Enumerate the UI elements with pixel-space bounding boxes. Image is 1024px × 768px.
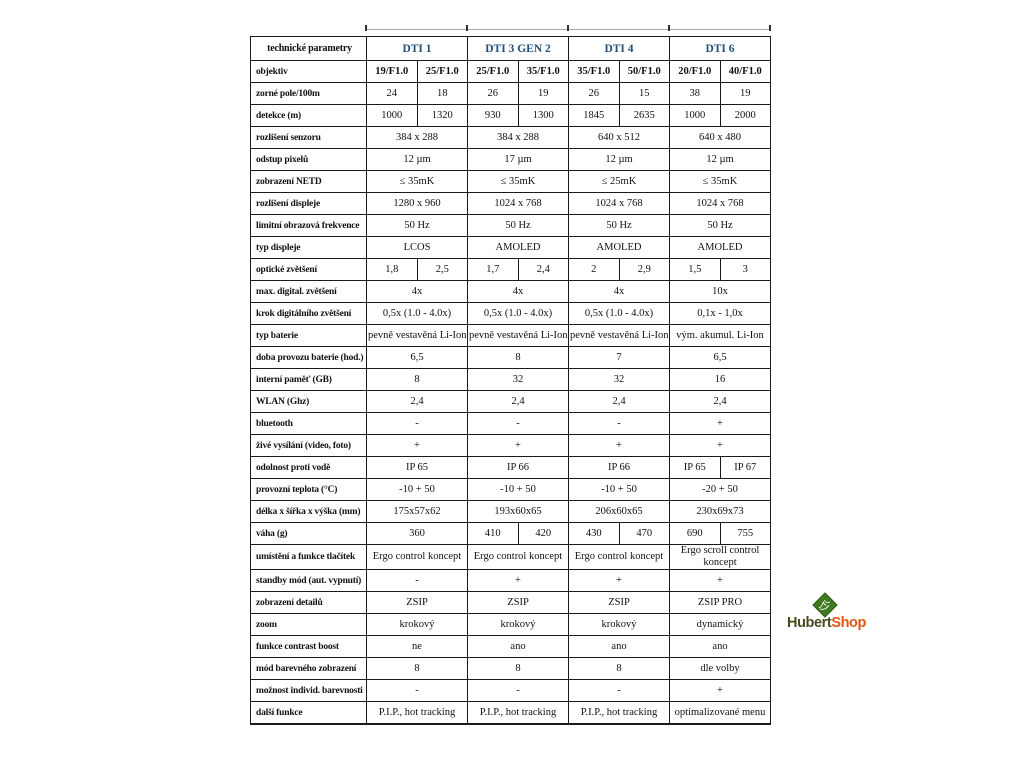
value-cell: 1,7 <box>468 259 519 281</box>
table-row <box>251 83 771 105</box>
value-cell: 1000 <box>670 105 721 127</box>
row-label: bluetooth <box>251 413 367 435</box>
value-cell: 1024 x 768 <box>569 193 670 215</box>
table-row <box>251 570 771 592</box>
value-cell: IP 66 <box>468 457 569 479</box>
value-cell: + <box>670 435 771 457</box>
table-row <box>251 501 771 523</box>
value-cell: 16 <box>670 369 771 391</box>
value-cell: 1280 x 960 <box>367 193 468 215</box>
value-cell: 38 <box>670 83 721 105</box>
value-cell: 17 µm <box>468 149 569 171</box>
value-cell: 4x <box>468 281 569 303</box>
hubertshop-logo <box>787 591 871 635</box>
row-label: krok digitálního zvětšení <box>251 303 367 325</box>
value-cell: IP 67 <box>720 457 771 479</box>
value-cell: - <box>367 413 468 435</box>
device-header: DTI 1 <box>367 37 468 61</box>
value-cell: 19 <box>518 83 569 105</box>
value-cell: 12 µm <box>569 149 670 171</box>
column-tick <box>668 25 670 31</box>
row-label: zoom <box>251 614 367 636</box>
row-label: max. digital. zvětšení <box>251 281 367 303</box>
table-row <box>251 614 771 636</box>
row-label: provozní teplota (°C) <box>251 479 367 501</box>
row-label: váha (g) <box>251 523 367 545</box>
value-cell: 1024 x 768 <box>670 193 771 215</box>
value-cell: ≤ 25mK <box>569 171 670 193</box>
value-cell: dynamický <box>670 614 771 636</box>
table-row <box>251 61 771 83</box>
value-cell: Ergo control koncept <box>367 545 468 570</box>
value-cell: 755 <box>720 523 771 545</box>
value-cell: 18 <box>417 83 468 105</box>
value-cell: 360 <box>367 523 468 545</box>
table-row <box>251 303 771 325</box>
value-cell: 19/F1.0 <box>367 61 418 83</box>
table-row <box>251 259 771 281</box>
value-cell: 8 <box>367 658 468 680</box>
row-label: mód barevného zobrazení <box>251 658 367 680</box>
table-row <box>251 479 771 501</box>
row-label: typ baterie <box>251 325 367 347</box>
row-label: optické zvětšení <box>251 259 367 281</box>
value-cell: 410 <box>468 523 519 545</box>
value-cell: 384 x 288 <box>468 127 569 149</box>
logo-text <box>787 615 866 631</box>
value-cell: 420 <box>518 523 569 545</box>
value-cell: 24 <box>367 83 418 105</box>
value-cell: 50 Hz <box>468 215 569 237</box>
value-cell: 2000 <box>720 105 771 127</box>
value-cell: - <box>367 680 468 702</box>
value-cell: + <box>670 680 771 702</box>
column-tick <box>769 25 771 31</box>
row-label: typ displeje <box>251 237 367 259</box>
row-label: WLAN (Ghz) <box>251 391 367 413</box>
value-cell: 175x57x62 <box>367 501 468 523</box>
value-cell: 20/F1.0 <box>670 61 721 83</box>
table-row <box>251 347 771 369</box>
value-cell: ano <box>670 636 771 658</box>
value-cell: 0,5x (1.0 - 4.0x) <box>468 303 569 325</box>
table-row <box>251 149 771 171</box>
value-cell: Ergo scroll control koncept <box>670 545 771 570</box>
value-cell: 35/F1.0 <box>569 61 620 83</box>
value-cell: 25/F1.0 <box>468 61 519 83</box>
value-cell: - <box>569 413 670 435</box>
row-label: doba provozu baterie (hod.) <box>251 347 367 369</box>
value-cell: 2635 <box>619 105 670 127</box>
value-cell: 2,4 <box>468 391 569 413</box>
value-cell: 26 <box>569 83 620 105</box>
value-cell: - <box>468 413 569 435</box>
value-cell: + <box>367 435 468 457</box>
table-row <box>251 325 771 347</box>
table-row <box>251 658 771 680</box>
value-cell: 0,1x - 1,0x <box>670 303 771 325</box>
value-cell: + <box>468 435 569 457</box>
value-cell: 0,5x (1.0 - 4.0x) <box>569 303 670 325</box>
value-cell: AMOLED <box>468 237 569 259</box>
row-label: detekce (m) <box>251 105 367 127</box>
row-label: objektiv <box>251 61 367 83</box>
value-cell: ZSIP <box>468 592 569 614</box>
value-cell: 50/F1.0 <box>619 61 670 83</box>
value-cell: P.I.P., hot tracking <box>468 702 569 725</box>
value-cell: 50 Hz <box>670 215 771 237</box>
table-row <box>251 105 771 127</box>
value-cell: -10 + 50 <box>569 479 670 501</box>
table-row <box>251 457 771 479</box>
value-cell: 430 <box>569 523 620 545</box>
value-cell: ne <box>367 636 468 658</box>
value-cell: 26 <box>468 83 519 105</box>
table-row <box>251 413 771 435</box>
value-cell: 193x60x65 <box>468 501 569 523</box>
value-cell: 19 <box>720 83 771 105</box>
table-row <box>251 636 771 658</box>
value-cell: 2 <box>569 259 620 281</box>
table-row <box>251 592 771 614</box>
value-cell: 4x <box>569 281 670 303</box>
value-cell: 32 <box>569 369 670 391</box>
value-cell: -20 + 50 <box>670 479 771 501</box>
table-row <box>251 281 771 303</box>
value-cell: 8 <box>367 369 468 391</box>
column-tick <box>567 25 569 31</box>
table-row <box>251 391 771 413</box>
value-cell: ano <box>468 636 569 658</box>
value-cell: 930 <box>468 105 519 127</box>
value-cell: 2,5 <box>417 259 468 281</box>
value-cell: 7 <box>569 347 670 369</box>
value-cell: krokový <box>367 614 468 636</box>
table-row <box>251 215 771 237</box>
row-label: standby mód (aut. vypnutí) <box>251 570 367 592</box>
value-cell: 40/F1.0 <box>720 61 771 83</box>
value-cell: 2,4 <box>670 391 771 413</box>
value-cell: 690 <box>670 523 721 545</box>
value-cell: 32 <box>468 369 569 391</box>
value-cell: 1845 <box>569 105 620 127</box>
value-cell: IP 65 <box>670 457 721 479</box>
value-cell: vým. akumul. Li-Ion <box>670 325 771 347</box>
value-cell: + <box>670 413 771 435</box>
row-label: odstup pixelů <box>251 149 367 171</box>
value-cell: 1320 <box>417 105 468 127</box>
value-cell: AMOLED <box>670 237 771 259</box>
value-cell: 10x <box>670 281 771 303</box>
value-cell: P.I.P., hot tracking <box>569 702 670 725</box>
row-label: limitní obrazová frekvence <box>251 215 367 237</box>
value-cell: P.I.P., hot tracking <box>367 702 468 725</box>
table-row <box>251 127 771 149</box>
table-row <box>251 523 771 545</box>
value-cell: 1000 <box>367 105 418 127</box>
value-cell: 2,4 <box>569 391 670 413</box>
column-tick <box>466 25 468 31</box>
value-cell: 12 µm <box>367 149 468 171</box>
row-label: živé vysílání (video, foto) <box>251 435 367 457</box>
value-cell: ZSIP PRO <box>670 592 771 614</box>
value-cell: 1,5 <box>670 259 721 281</box>
table-body <box>251 61 771 725</box>
value-cell: 8 <box>468 347 569 369</box>
value-cell: IP 66 <box>569 457 670 479</box>
table-row <box>251 237 771 259</box>
value-cell: ano <box>569 636 670 658</box>
value-cell: 8 <box>569 658 670 680</box>
value-cell: 50 Hz <box>367 215 468 237</box>
table-title-cell: technické parametry <box>251 37 367 61</box>
value-cell: 3 <box>720 259 771 281</box>
row-label: umístění a funkce tlačítek <box>251 545 367 570</box>
row-label: rozlišení displeje <box>251 193 367 215</box>
value-cell: AMOLED <box>569 237 670 259</box>
value-cell: ≤ 35mK <box>367 171 468 193</box>
value-cell: krokový <box>468 614 569 636</box>
value-cell: ZSIP <box>367 592 468 614</box>
value-cell: optimalizované menu <box>670 702 771 725</box>
value-cell: 25/F1.0 <box>417 61 468 83</box>
device-header: DTI 6 <box>670 37 771 61</box>
value-cell: ≤ 35mK <box>670 171 771 193</box>
row-label: zorné pole/100m <box>251 83 367 105</box>
table-row <box>251 369 771 391</box>
row-label: funkce contrast boost <box>251 636 367 658</box>
value-cell: 2,9 <box>619 259 670 281</box>
value-cell: - <box>468 680 569 702</box>
value-cell: + <box>670 570 771 592</box>
table-row <box>251 435 771 457</box>
value-cell: 470 <box>619 523 670 545</box>
value-cell: 1,8 <box>367 259 418 281</box>
value-cell: Ergo control koncept <box>569 545 670 570</box>
value-cell: LCOS <box>367 237 468 259</box>
value-cell: krokový <box>569 614 670 636</box>
value-cell: 4x <box>367 281 468 303</box>
value-cell: 2,4 <box>367 391 468 413</box>
value-cell: 384 x 288 <box>367 127 468 149</box>
value-cell: -10 + 50 <box>367 479 468 501</box>
table-header-row <box>251 37 771 61</box>
value-cell: 35/F1.0 <box>518 61 569 83</box>
value-cell: 6,5 <box>367 347 468 369</box>
row-label: možnost individ. barevnosti <box>251 680 367 702</box>
row-label: interní paměť (GB) <box>251 369 367 391</box>
value-cell: 12 µm <box>670 149 771 171</box>
value-cell: 6,5 <box>670 347 771 369</box>
table-row <box>251 171 771 193</box>
value-cell: Ergo control koncept <box>468 545 569 570</box>
device-header: DTI 4 <box>569 37 670 61</box>
value-cell: - <box>569 680 670 702</box>
value-cell: 230x69x73 <box>670 501 771 523</box>
value-cell: 15 <box>619 83 670 105</box>
value-cell: 0,5x (1.0 - 4.0x) <box>367 303 468 325</box>
value-cell: pevně vestavěná Li-Ion <box>367 325 468 347</box>
row-label: zobrazení detailů <box>251 592 367 614</box>
value-cell: pevně vestavěná Li-Ion <box>569 325 670 347</box>
spec-table <box>250 36 771 725</box>
value-cell: IP 65 <box>367 457 468 479</box>
row-label: odolnost proti vodě <box>251 457 367 479</box>
value-cell: - <box>367 570 468 592</box>
value-cell: ZSIP <box>569 592 670 614</box>
table-row <box>251 680 771 702</box>
column-tick <box>365 25 367 31</box>
value-cell: 206x60x65 <box>569 501 670 523</box>
row-label: rozlišení senzoru <box>251 127 367 149</box>
row-label: zobrazení NETD <box>251 171 367 193</box>
value-cell: ≤ 35mK <box>468 171 569 193</box>
value-cell: 640 x 512 <box>569 127 670 149</box>
value-cell: -10 + 50 <box>468 479 569 501</box>
value-cell: + <box>569 570 670 592</box>
value-cell: dle volby <box>670 658 771 680</box>
value-cell: + <box>468 570 569 592</box>
value-cell: 640 x 480 <box>670 127 771 149</box>
value-cell: pevně vestavěná Li-Ion <box>468 325 569 347</box>
logo-text-hubert: Hubert <box>787 615 832 631</box>
value-cell: 1300 <box>518 105 569 127</box>
value-cell: 1024 x 768 <box>468 193 569 215</box>
row-label: další funkce <box>251 702 367 725</box>
row-label: délka x šířka x výška (mm) <box>251 501 367 523</box>
device-header: DTI 3 GEN 2 <box>468 37 569 61</box>
table-row <box>251 702 771 725</box>
value-cell: + <box>569 435 670 457</box>
logo-text-shop: Shop <box>831 615 866 631</box>
table-row <box>251 545 771 570</box>
value-cell: 2,4 <box>518 259 569 281</box>
value-cell: 50 Hz <box>569 215 670 237</box>
table-row <box>251 193 771 215</box>
value-cell: 8 <box>468 658 569 680</box>
